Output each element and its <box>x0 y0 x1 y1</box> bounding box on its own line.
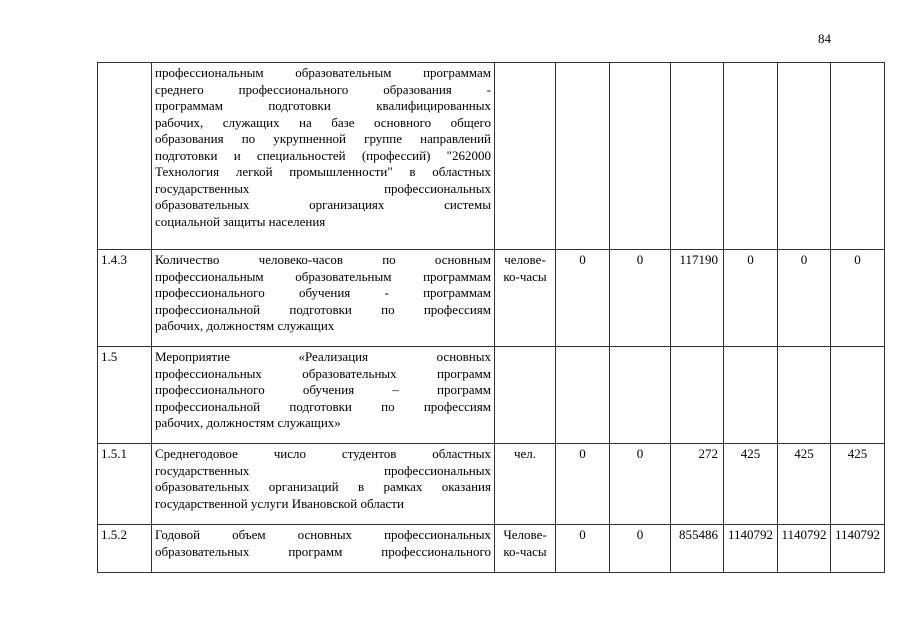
text-line: социальной защиты населения <box>155 213 326 229</box>
indicator-text-cell <box>152 63 495 250</box>
text-line: образовательных организаций в рамках оказания <box>155 479 491 494</box>
value-cell: 272 <box>671 444 724 525</box>
text-line: профессионального обучения – программ <box>155 382 491 397</box>
value-cell: 0 <box>831 250 885 347</box>
row-number-cell: 1.5.2 <box>98 525 152 573</box>
text-line: рабочих, должностям служащих» <box>155 415 341 430</box>
indicators-table <box>97 62 885 573</box>
value-cell <box>671 347 724 444</box>
value-cell: 0 <box>556 525 610 573</box>
value-cell: 0 <box>724 250 778 347</box>
value-cell <box>610 347 671 444</box>
value-cell <box>610 63 671 250</box>
text-line: профессиональным образовательным программам <box>155 268 491 284</box>
value-cell <box>556 63 610 250</box>
indicator-text-cell <box>152 250 495 347</box>
value-cell: 1140792 <box>724 525 778 573</box>
value-cell <box>556 347 610 444</box>
value-cell <box>724 63 778 250</box>
text-line: Количество человеко-часов по основным <box>155 252 491 267</box>
value-cell <box>778 63 831 250</box>
text-line: образовательных организациях системы <box>155 197 491 212</box>
value-cell: 0 <box>778 250 831 347</box>
text-line: Мероприятие «Реализация основных <box>155 349 491 364</box>
value-cell: 425 <box>778 444 831 525</box>
value-cell: 0 <box>556 250 610 347</box>
text-line: государственных профессиональных <box>155 180 491 196</box>
unit-cell: челове-ко-часы <box>495 250 556 347</box>
text-line: профессионального обучения - программам <box>155 285 491 300</box>
value-cell <box>778 347 831 444</box>
unit-cell <box>495 347 556 444</box>
value-cell: 855486 <box>671 525 724 573</box>
table-row <box>98 444 885 525</box>
text-line: рабочих, служащих на базе основного общего <box>155 114 491 130</box>
text-line: программам подготовки квалифицированных <box>155 98 491 113</box>
unit-cell: Челове-ко-часы <box>495 525 556 573</box>
text-line: профессиональной подготовки по профессиям <box>155 301 491 317</box>
table-row <box>98 525 885 573</box>
value-cell: 0 <box>556 444 610 525</box>
indicator-text-cell <box>152 347 495 444</box>
row-number-cell: 1.5 <box>98 347 152 444</box>
value-cell: 0 <box>610 525 671 573</box>
value-cell: 0 <box>610 444 671 525</box>
indicator-text-cell <box>152 525 495 573</box>
value-cell: 0 <box>610 250 671 347</box>
unit-cell: чел. <box>495 444 556 525</box>
value-cell: 117190 <box>671 250 724 347</box>
table-row <box>98 347 885 444</box>
value-cell <box>724 347 778 444</box>
text-line: образования по укрупненной группе направлений <box>155 131 491 146</box>
value-cell <box>831 347 885 444</box>
table-body <box>98 63 885 573</box>
text-line: профессиональным образовательным программам <box>155 65 491 80</box>
text-line: государственных профессиональных <box>155 462 491 478</box>
text-line: Технология легкой промышленности" в областных <box>155 164 491 179</box>
text-line: Годовой объем основных профессиональных <box>155 527 491 542</box>
text-line: профессиональной подготовки по профессиям <box>155 398 491 414</box>
text-line: Среднегодовое число студентов областных <box>155 446 491 461</box>
value-cell: 1140792 <box>831 525 885 573</box>
row-number-cell <box>98 63 152 250</box>
row-number-cell: 1.4.3 <box>98 250 152 347</box>
row-number-cell: 1.5.1 <box>98 444 152 525</box>
text-line: рабочих, должностям служащих <box>155 318 335 333</box>
unit-cell <box>495 63 556 250</box>
text-line: государственной услуги Ивановской области <box>155 495 404 511</box>
page-number: 84 <box>818 31 831 46</box>
value-cell: 1140792 <box>778 525 831 573</box>
table-row <box>98 63 885 250</box>
text-line: профессиональных образовательных программ <box>155 365 491 381</box>
text-line: образовательных программ профессионального <box>155 543 491 559</box>
value-cell: 425 <box>831 444 885 525</box>
value-cell <box>671 63 724 250</box>
table-row <box>98 250 885 347</box>
indicator-text-cell <box>152 444 495 525</box>
value-cell <box>831 63 885 250</box>
text-line: подготовки и специальностей (профессий) "262000 <box>155 147 491 163</box>
value-cell: 425 <box>724 444 778 525</box>
text-line: среднего профессионального образования - <box>155 81 491 97</box>
